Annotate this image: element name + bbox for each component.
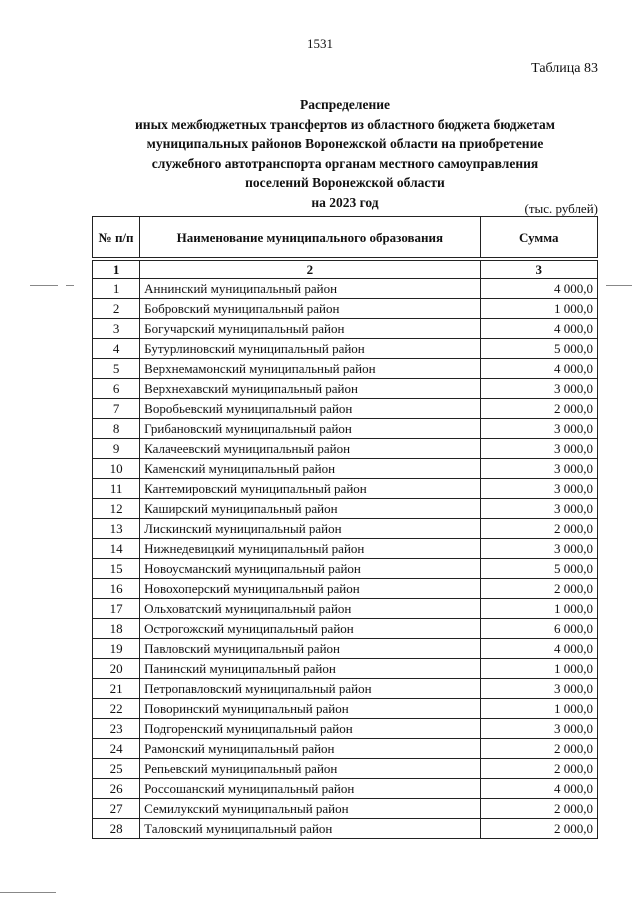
row-amount: 5 000,0 (480, 339, 597, 359)
table-row (93, 359, 598, 379)
row-number: 9 (93, 439, 140, 459)
table-row (93, 579, 598, 599)
table-row (93, 799, 598, 819)
row-amount: 4 000,0 (480, 279, 597, 299)
row-municipality-name: Лискинский муниципальный район (140, 519, 480, 539)
row-amount: 4 000,0 (480, 359, 597, 379)
row-municipality-name: Семилукский муниципальный район (140, 799, 480, 819)
row-number: 12 (93, 499, 140, 519)
table-row (93, 619, 598, 639)
scan-artifact-line (66, 285, 74, 286)
table-row (93, 659, 598, 679)
table-row (93, 319, 598, 339)
row-number: 10 (93, 459, 140, 479)
row-amount: 3 000,0 (480, 419, 597, 439)
row-municipality-name: Аннинский муниципальный район (140, 279, 480, 299)
row-amount: 2 000,0 (480, 799, 597, 819)
row-number: 20 (93, 659, 140, 679)
table-row (93, 759, 598, 779)
row-municipality-name: Богучарский муниципальный район (140, 319, 480, 339)
table-body (93, 279, 598, 839)
row-municipality-name: Подгоренский муниципальный район (140, 719, 480, 739)
row-amount: 2 000,0 (480, 519, 597, 539)
table-row (93, 819, 598, 839)
row-municipality-name: Верхнехавский муниципальный район (140, 379, 480, 399)
row-number: 16 (93, 579, 140, 599)
row-number: 6 (93, 379, 140, 399)
row-number: 24 (93, 739, 140, 759)
row-amount: 3 000,0 (480, 499, 597, 519)
row-municipality-name: Ольховатский муниципальный район (140, 599, 480, 619)
table-header-row (93, 217, 598, 258)
scan-artifact-line (606, 285, 632, 286)
row-municipality-name: Воробьевский муниципальный район (140, 399, 480, 419)
column-number: 1 (93, 261, 140, 279)
row-number: 28 (93, 819, 140, 839)
transfers-table (92, 216, 598, 839)
table-row (93, 719, 598, 739)
row-number: 19 (93, 639, 140, 659)
row-number: 3 (93, 319, 140, 339)
row-amount: 4 000,0 (480, 779, 597, 799)
table-row (93, 339, 598, 359)
row-municipality-name: Каширский муниципальный район (140, 499, 480, 519)
row-amount: 2 000,0 (480, 399, 597, 419)
table-row (93, 419, 598, 439)
row-number: 14 (93, 539, 140, 559)
table-row (93, 279, 598, 299)
table-row (93, 459, 598, 479)
row-amount: 1 000,0 (480, 599, 597, 619)
table-row (93, 779, 598, 799)
table-row (93, 679, 598, 699)
table-row (93, 479, 598, 499)
row-amount: 4 000,0 (480, 639, 597, 659)
row-number: 18 (93, 619, 140, 639)
row-municipality-name: Россошанский муниципальный район (140, 779, 480, 799)
row-amount: 5 000,0 (480, 559, 597, 579)
header-sum: Сумма (480, 217, 597, 258)
row-amount: 3 000,0 (480, 539, 597, 559)
row-number: 22 (93, 699, 140, 719)
row-municipality-name: Верхнемамонский муниципальный район (140, 359, 480, 379)
row-number: 26 (93, 779, 140, 799)
row-number: 1 (93, 279, 140, 299)
row-municipality-name: Новохоперский муниципальный район (140, 579, 480, 599)
table-row (93, 439, 598, 459)
title-line: муниципальных районов Воронежской области на приобретение (146, 136, 544, 151)
row-amount: 3 000,0 (480, 719, 597, 739)
row-amount: 3 000,0 (480, 679, 597, 699)
row-municipality-name: Кантемировский муниципальный район (140, 479, 480, 499)
row-amount: 3 000,0 (480, 479, 597, 499)
title-line: поселений Воронежской области (245, 175, 445, 190)
units-label: (тыс. рублей) (524, 201, 598, 216)
row-amount: 3 000,0 (480, 439, 597, 459)
page-number: 1531 (307, 36, 333, 51)
column-number: 2 (140, 261, 480, 279)
row-municipality-name: Новоусманский муниципальный район (140, 559, 480, 579)
row-amount: 2 000,0 (480, 579, 597, 599)
table-row (93, 399, 598, 419)
row-municipality-name: Павловский муниципальный район (140, 639, 480, 659)
row-municipality-name: Панинский муниципальный район (140, 659, 480, 679)
row-municipality-name: Поворинский муниципальный район (140, 699, 480, 719)
row-amount: 3 000,0 (480, 459, 597, 479)
row-amount: 2 000,0 (480, 739, 597, 759)
column-number-row (93, 261, 598, 279)
scan-artifact-line (0, 892, 56, 893)
title-line: на 2023 год (311, 194, 379, 210)
table-row (93, 379, 598, 399)
row-municipality-name: Репьевский муниципальный район (140, 759, 480, 779)
scan-artifact-line (30, 285, 58, 286)
row-municipality-name: Каменский муниципальный район (140, 459, 480, 479)
row-number: 8 (93, 419, 140, 439)
row-number: 7 (93, 399, 140, 419)
row-amount: 6 000,0 (480, 619, 597, 639)
row-municipality-name: Калачеевский муниципальный район (140, 439, 480, 459)
row-number: 21 (93, 679, 140, 699)
row-amount: 4 000,0 (480, 319, 597, 339)
row-amount: 1 000,0 (480, 659, 597, 679)
row-number: 11 (93, 479, 140, 499)
row-amount: 3 000,0 (480, 379, 597, 399)
table-label: Таблица 83 (531, 61, 598, 76)
row-number: 23 (93, 719, 140, 739)
row-municipality-name: Рамонский муниципальный район (140, 739, 480, 759)
row-number: 27 (93, 799, 140, 819)
row-number: 2 (93, 299, 140, 319)
row-number: 4 (93, 339, 140, 359)
row-number: 17 (93, 599, 140, 619)
row-amount: 2 000,0 (480, 759, 597, 779)
row-municipality-name: Таловский муниципальный район (140, 819, 480, 839)
table-row (93, 699, 598, 719)
table-row (93, 499, 598, 519)
column-number: 3 (480, 261, 597, 279)
table-row (93, 559, 598, 579)
row-number: 25 (93, 759, 140, 779)
table-row (93, 539, 598, 559)
table-row (93, 299, 598, 319)
header-num: № п/п (93, 217, 140, 258)
row-municipality-name: Петропавловский муниципальный район (140, 679, 480, 699)
table-row (93, 639, 598, 659)
title-line: Распределение (299, 97, 391, 112)
title-line: служебного автотранспорта органам местного самоуправления (151, 155, 539, 171)
row-municipality-name: Бобровский муниципальный район (140, 299, 480, 319)
row-number: 5 (93, 359, 140, 379)
row-municipality-name: Нижнедевицкий муниципальный район (140, 539, 480, 559)
document-title (90, 95, 600, 212)
row-amount: 2 000,0 (480, 819, 597, 839)
header-name: Наименование муниципального образования (140, 217, 480, 258)
row-amount: 1 000,0 (480, 299, 597, 319)
table-row (93, 599, 598, 619)
row-municipality-name: Острогожский муниципальный район (140, 619, 480, 639)
table-row (93, 739, 598, 759)
row-municipality-name: Бутурлиновский муниципальный район (140, 339, 480, 359)
row-number: 15 (93, 559, 140, 579)
table-row (93, 519, 598, 539)
row-amount: 1 000,0 (480, 699, 597, 719)
row-number: 13 (93, 519, 140, 539)
row-municipality-name: Грибановский муниципальный район (140, 419, 480, 439)
title-line: иных межбюджетных трансфертов из областного бюджета бюджетам (135, 116, 555, 132)
